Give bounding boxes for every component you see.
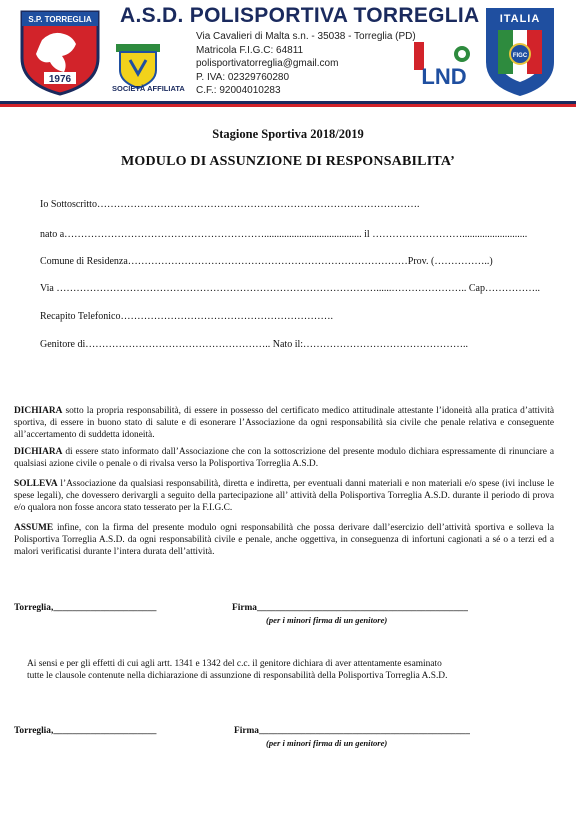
org-title: A.S.D. POLISPORTIVA TORREGLIA — [120, 4, 480, 27]
clause-keyword: SOLLEVA — [14, 479, 58, 489]
signature-firma-2[interactable]: Firma_____________________________________________ — [234, 726, 470, 736]
clause-keyword: ASSUME — [14, 523, 54, 533]
season-label: Stagione Sportiva 2018/2019 — [212, 127, 364, 141]
club-logo — [14, 6, 106, 96]
org-cf: C.F.: 92004010283 — [196, 85, 281, 96]
affiliated-caption: SOCIETÀ AFFILIATA — [112, 84, 185, 93]
org-email: polisportivatorreglia@gmail.com — [196, 58, 339, 69]
figc-text: FIGC — [512, 53, 528, 59]
italia-text: ITALIA — [499, 13, 541, 25]
signature-firma-1[interactable]: Firma_____________________________________________ — [232, 603, 468, 613]
field-genitore[interactable]: Genitore di……………………………………………….. Nato il:………………………………………….. — [40, 339, 469, 350]
document-title: MODULO DI ASSUNZIONE DI RESPONSABILITA’ — [120, 154, 455, 169]
lnd-logo — [412, 40, 476, 100]
field-residenza[interactable]: Comune di Residenza…………………………………………………………………………Prov. (……………..) — [40, 256, 493, 267]
figc-italia-logo — [484, 6, 556, 98]
approval-line-2: tutte le clausole contenute nella dichiarazione di assunzione di responsabilità della Polisportiva Torreglia A.S.D. — [27, 671, 448, 681]
signature-place-1[interactable]: Torreglia,______________________ — [14, 603, 157, 613]
clause-text: infine, con la firma del presente modulo ogni responsabilità che possa derivare dall’esercizio dell’attività sportiva e solleva la Polisportiva Torreglia A.S.D. da ogni responsabilità civile e penale, anche oggettiva, in conseguenza di infortuni cagionati a sé o a terzi ed a malori verificatisi durante l’intera durata dell’attività. — [14, 523, 554, 557]
org-matricola: Matricola F.I.G.C: 64811 — [196, 45, 304, 56]
field-via[interactable]: Via ……………………………………………………………………………………......………………….. Cap…………….. — [40, 283, 540, 294]
header-stripe-red — [0, 104, 576, 107]
field-nato[interactable]: nato a……………………………………………………....................................... il ……………………….......................... — [40, 229, 528, 240]
signature-note-2: (per i minori firma di un genitore) — [266, 738, 388, 748]
club-logo-text: S.P. TORREGLIA — [28, 15, 92, 24]
field-sottoscritto[interactable]: Io Sottoscritto……………………………………………………………………………………. — [40, 199, 420, 210]
clause-text: di essere stato informato dall’Associazione che con la sottoscrizione del presente modulo dichiara espressamente di rinunciare a qualsiasi azione civile o penale o di rivalsa verso la Polisportiva Torreglia A.S.D. — [14, 447, 554, 469]
club-logo-year: 1976 — [48, 74, 72, 85]
clause-dichiara-2 — [14, 446, 554, 470]
clause-keyword: DICHIARA — [14, 406, 63, 416]
org-address: Via Cavalieri di Malta s.n. - 35038 - Torreglia (PD) — [196, 31, 416, 42]
field-telefono[interactable]: Recapito Telefonico………………………………………………………. — [40, 311, 333, 322]
org-piva: P. IVA: 02329760280 — [196, 72, 290, 83]
signature-place-2[interactable]: Torreglia,______________________ — [14, 726, 157, 736]
lnd-logo-text: LND — [421, 64, 467, 89]
clause-assume — [14, 522, 554, 558]
clause-text: l’Associazione da qualsiasi responsabilità, diretta e indiretta, per eventuali danni materiali e non materiali e/o spese (ivi incluse le spese legali), che dovessero derivargli a seguito della partecipazione all’ attività della Polisportiva Torreglia A.S.D. durante il periodo di prova e/o qualora non fosse ancora stato tesserato per la F.I.G.C. — [14, 479, 554, 513]
approval-line-1: Ai sensi e per gli effetti di cui agli artt. 1341 e 1342 del c.c. il genitore dichiara di aver attentamente esaminato — [27, 659, 442, 669]
clause-solleva — [14, 478, 554, 514]
clause-keyword: DICHIARA — [14, 447, 63, 457]
signature-note-1: (per i minori firma di un genitore) — [266, 615, 388, 625]
clause-text: sotto la propria responsabilità, di essere in possesso del certificato medico attitudinale attestante l’idoneità alla pratica d’attività sportiva, di essere in buono stato di salute e di esonerare l’Associazione da ogni responsabilità sia civile che penale relativa e conseguente all’accertamento di suddetta idoneità. — [14, 406, 554, 440]
clause-dichiara-1 — [14, 405, 554, 441]
